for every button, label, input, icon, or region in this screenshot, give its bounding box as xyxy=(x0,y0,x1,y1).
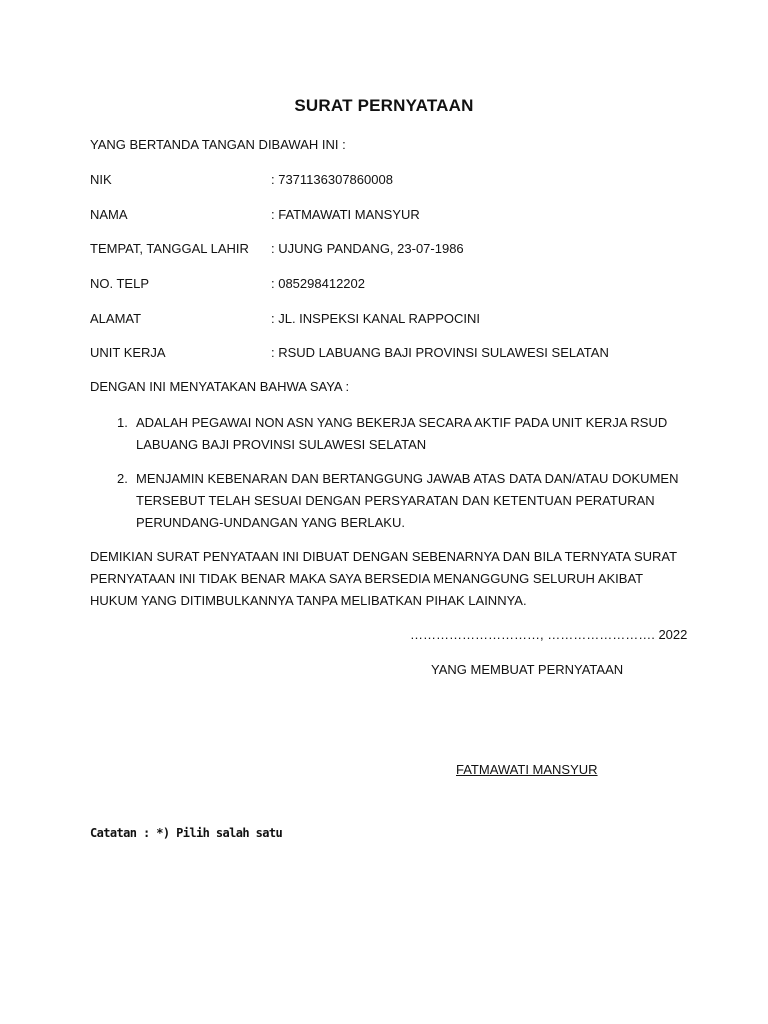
closing-line: DEMIKIAN SURAT PENYATAAN INI DIBUAT DENGAN SEBENARNYA DAN BILA TERNYATA SURAT xyxy=(90,549,678,564)
field-label-unit-kerja: UNIT KERJA xyxy=(90,345,166,360)
statement-line: PERUNDANG-UNDANGAN YANG BERLAKU. xyxy=(136,515,405,530)
statement-line: TERSEBUT TELAH SESUAI DENGAN PERSYARATAN DAN KETENTUAN PERATURAN xyxy=(136,493,655,508)
footnote: Catatan : *) Pilih salah satu xyxy=(90,826,283,840)
field-label-nama: NAMA xyxy=(90,207,128,222)
field-value-telp: : 085298412202 xyxy=(271,276,365,291)
statement-number: 2. xyxy=(117,471,128,486)
field-value-ttl: : UJUNG PANDANG, 23-07-1986 xyxy=(271,241,464,256)
statement-line: MENJAMIN KEBENARAN DAN BERTANGGUNG JAWAB ATAS DATA DAN/ATAU DOKUMEN xyxy=(136,471,679,486)
closing-line: PERNYATAAN INI TIDAK BENAR MAKA SAYA BERSEDIA MENANGGUNG SELURUH AKIBAT xyxy=(90,571,644,586)
closing-line: HUKUM YANG DITIMBULKANNYA TANPA MELIBATKAN PIHAK LAINNYA. xyxy=(90,593,527,608)
field-value-alamat: : JL. INSPEKSI KANAL RAPPOCINI xyxy=(271,311,481,326)
statement-intro: DENGAN INI MENYATAKAN BAHWA SAYA : xyxy=(90,379,350,394)
field-label-alamat: ALAMAT xyxy=(90,311,142,326)
signatory-name: FATMAWATI MANSYUR xyxy=(456,762,598,777)
field-label-telp: NO. TELP xyxy=(90,276,150,291)
field-label-nik: NIK xyxy=(90,172,112,187)
statement-line: ADALAH PEGAWAI NON ASN YANG BEKERJA SECARA AKTIF PADA UNIT KERJA RSUD xyxy=(136,415,668,430)
field-value-nik: : 7371136307860008 xyxy=(271,172,393,187)
statement-line: LABUANG BAJI PROVINSI SULAWESI SELATAN xyxy=(136,437,427,452)
intro-text: YANG BERTANDA TANGAN DIBAWAH INI : xyxy=(90,137,346,152)
signatory-label: YANG MEMBUAT PERNYATAAN xyxy=(431,662,624,677)
document-title: SURAT PERNYATAAN xyxy=(294,96,474,115)
statement-number: 1. xyxy=(117,415,128,430)
place-date: …………………………, ……………………. 2022 xyxy=(410,627,688,642)
field-value-unit-kerja: : RSUD LABUANG BAJI PROVINSI SULAWESI SELATAN xyxy=(271,345,609,360)
field-value-nama: : FATMAWATI MANSYUR xyxy=(271,207,420,222)
field-label-ttl: TEMPAT, TANGGAL LAHIR xyxy=(90,241,249,256)
